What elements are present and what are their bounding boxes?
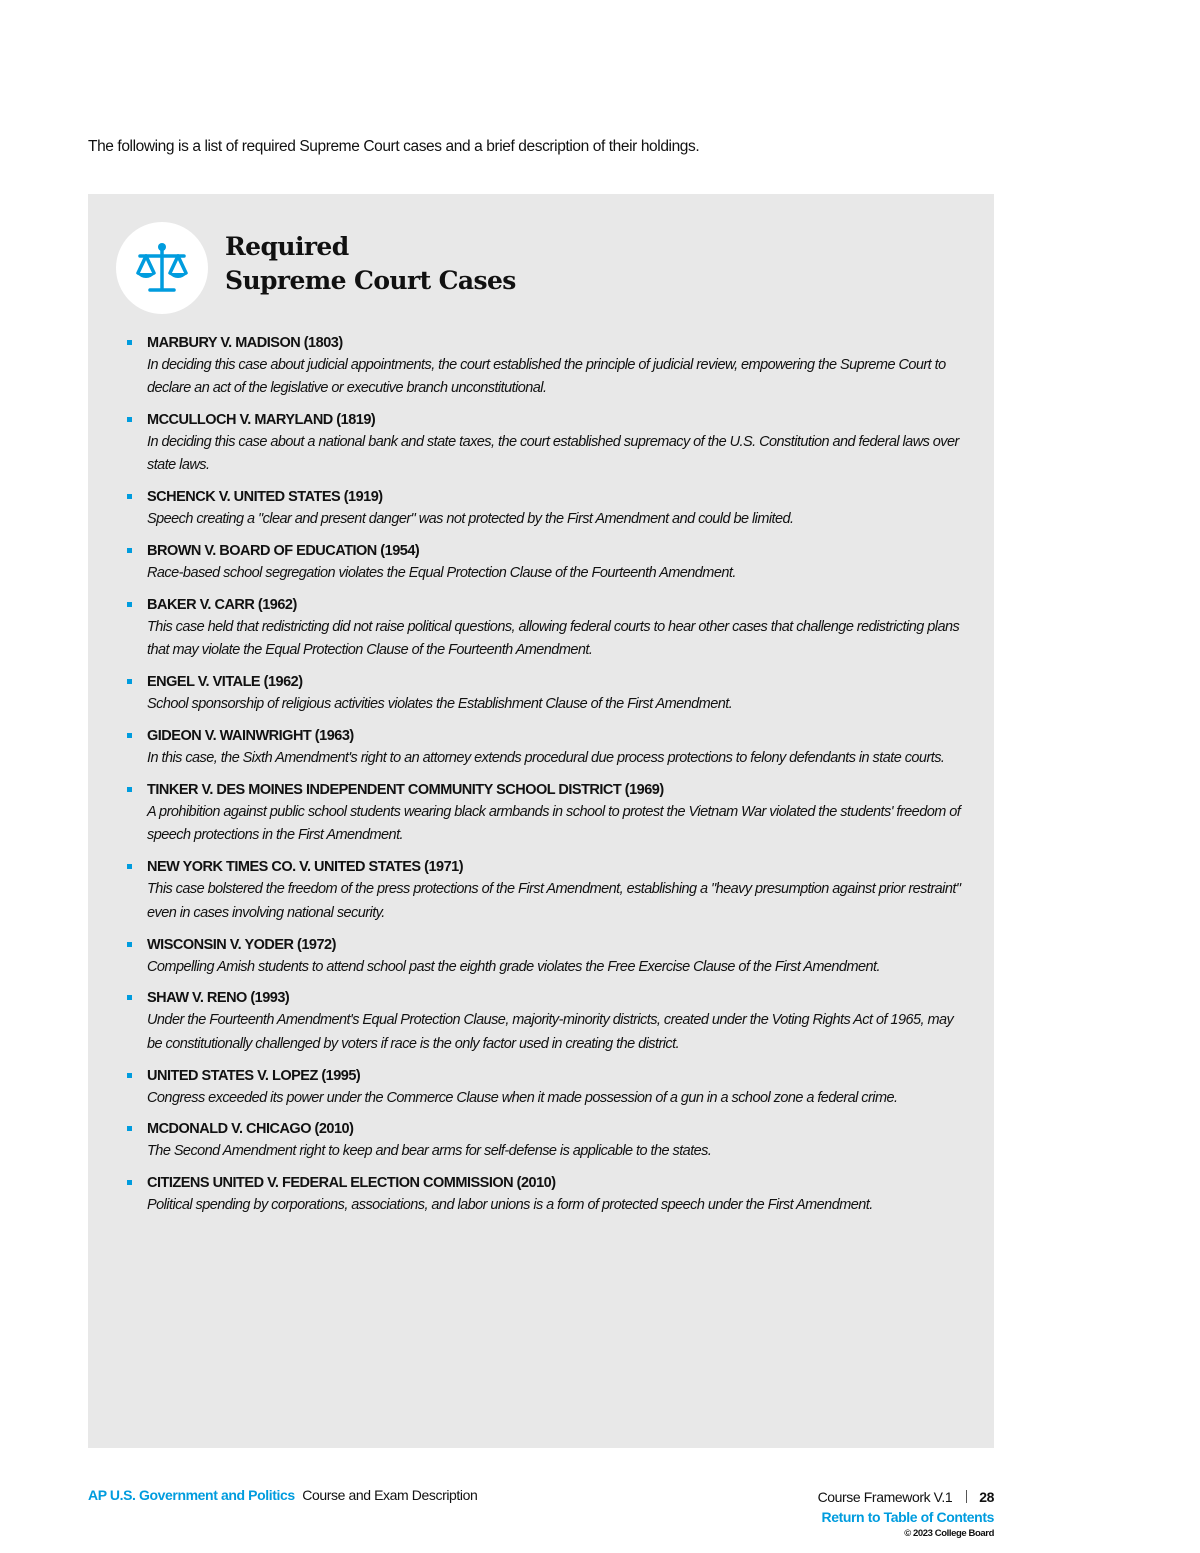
case-description: This case held that redistricting did not raise political questions, allowing federal courts to hear other cases that challenge redistricting plans that may violate the Equal Protection Clause of the Fourteenth Amendment.	[147, 619, 960, 659]
case-title: WISCONSIN V. YODER (1972)	[147, 936, 336, 953]
bullet-icon	[127, 995, 132, 1000]
case-list	[126, 333, 966, 1227]
case-title: MARBURY V. MADISON (1803)	[147, 335, 343, 351]
course-name: AP U.S. Government and Politics	[88, 1487, 295, 1503]
bullet-icon	[127, 733, 132, 738]
case-description: Political spending by corporations, associations, and labor unions is a form of protected speech under the First Amendment.	[147, 1197, 873, 1214]
case-item	[126, 672, 966, 716]
case-item	[126, 988, 966, 1056]
case-title: BAKER V. CARR (1962)	[147, 597, 297, 614]
case-title: CITIZENS UNITED V. FEDERAL ELECTION COMMISSION (2010)	[147, 1175, 556, 1192]
footer-section-row	[818, 1487, 994, 1507]
case-description: Race-based school segregation violates the Equal Protection Clause of the Fourteenth Amendment.	[147, 565, 736, 582]
case-description: Under the Fourteenth Amendment's Equal Protection Clause, majority-minority districts, created under the Voting Rights Act of 1965, may be constitutionally challenged by voters if race is the only factor used in creating the district.	[147, 1012, 954, 1052]
case-item	[126, 333, 966, 401]
case-description: In deciding this case about judicial appointments, the court established the principle of judicial review, empowering the Supreme Court to declare an act of the legislative or executive branch unconstitutional.	[147, 357, 946, 397]
copyright: © 2023 College Board	[904, 1528, 994, 1539]
bullet-icon	[127, 340, 132, 345]
case-item	[126, 595, 966, 663]
page-number: 28	[979, 1489, 994, 1505]
case-title: MCCULLOCH V. MARYLAND (1819)	[147, 412, 376, 429]
case-description: In deciding this case about a national bank and state taxes, the court established supremacy of the U.S. Constitution and federal laws over state laws.	[147, 434, 959, 474]
panel-heading	[225, 230, 516, 298]
case-description: A prohibition against public school students wearing black armbands in school to protest the Vietnam War violated the students' freedom of speech protections in the First Amendment.	[147, 804, 961, 844]
bullet-icon	[127, 417, 132, 422]
case-title: MCDONALD V. CHICAGO (2010)	[147, 1121, 354, 1138]
case-description: School sponsorship of religious activities violates the Establishment Clause of the First Amendment.	[147, 696, 733, 713]
footer-divider	[966, 1490, 967, 1503]
case-item	[126, 1119, 966, 1163]
case-item	[126, 541, 966, 585]
heading-line-2: Supreme Court Cases	[225, 266, 516, 295]
case-item	[126, 487, 966, 531]
bullet-icon	[127, 602, 132, 607]
bullet-icon	[127, 942, 132, 947]
case-title: ENGEL V. VITALE (1962)	[147, 674, 303, 691]
bullet-icon	[127, 548, 132, 553]
case-title: SCHENCK V. UNITED STATES (1919)	[147, 489, 383, 506]
bullet-icon	[127, 864, 132, 869]
case-description: In this case, the Sixth Amendment's right to an attorney extends procedural due process protections to felony defendants in state courts.	[147, 750, 945, 767]
case-description: This case bolstered the freedom of the press protections of the First Amendment, establishing a "heavy presumption against prior restraint" even in cases involving national security.	[147, 881, 961, 921]
case-item	[126, 726, 966, 770]
case-description: Compelling Amish students to attend school past the eighth grade violates the Free Exercise Clause of the First Amendment.	[147, 958, 880, 975]
case-title: UNITED STATES V. LOPEZ (1995)	[147, 1067, 361, 1084]
case-item	[126, 1173, 966, 1217]
bullet-icon	[127, 787, 132, 792]
footer-course	[88, 1487, 477, 1503]
case-description: Speech creating a "clear and present danger" was not protected by the First Amendment and could be limited.	[147, 511, 794, 528]
case-description: Congress exceeded its power under the Commerce Clause when it made possession of a gun in a school zone a federal crime.	[147, 1089, 898, 1106]
footer-nav	[818, 1487, 994, 1541]
case-description: The Second Amendment right to keep and bear arms for self-defense is applicable to the states.	[147, 1143, 712, 1160]
bullet-icon	[127, 494, 132, 499]
bullet-icon	[127, 679, 132, 684]
bullet-icon	[127, 1126, 132, 1131]
case-title: SHAW V. RENO (1993)	[147, 990, 290, 1007]
case-item	[126, 935, 966, 979]
case-title: TINKER V. DES MOINES INDEPENDENT COMMUNITY SCHOOL DISTRICT (1969)	[147, 782, 664, 799]
case-item	[126, 410, 966, 478]
case-item	[126, 780, 966, 848]
case-item	[126, 1066, 966, 1110]
toc-link[interactable]: Return to Table of Contents	[821, 1509, 994, 1525]
scales-of-justice-icon	[132, 238, 192, 298]
bullet-icon	[127, 1073, 132, 1078]
case-title: GIDEON V. WAINWRIGHT (1963)	[147, 728, 354, 745]
heading-line-1: Required	[225, 232, 349, 261]
case-item	[126, 857, 966, 925]
intro-text: The following is a list of required Supreme Court cases and a brief description of their holdings.	[88, 138, 700, 155]
case-title: NEW YORK TIMES CO. V. UNITED STATES (1971)	[147, 859, 464, 876]
section-label: Course Framework V.1	[817, 1489, 953, 1505]
case-title: BROWN V. BOARD OF EDUCATION (1954)	[147, 543, 420, 560]
bullet-icon	[127, 1180, 132, 1185]
course-description: Course and Exam Description	[302, 1487, 478, 1503]
icon-badge	[116, 222, 208, 314]
required-cases-panel	[88, 194, 994, 1448]
